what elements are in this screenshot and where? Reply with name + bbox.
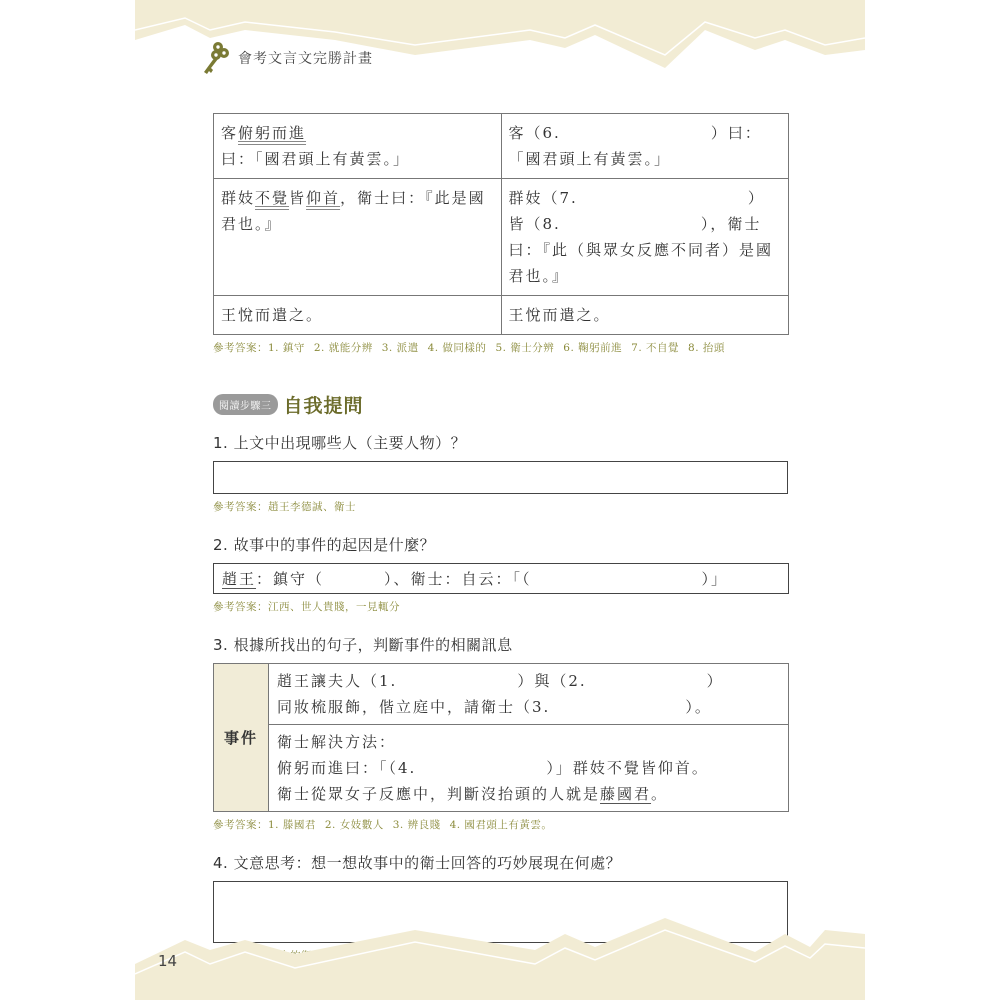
content <box>213 113 789 982</box>
table-row <box>214 664 789 725</box>
answer-box-1[interactable] <box>213 461 788 494</box>
book-title: 會考文言文完勝計畫 <box>238 51 373 67</box>
table-row <box>214 179 789 296</box>
reference-answer-q2: 參考答案：江西、世人貴賤，一見輒分 <box>213 601 400 613</box>
event-cell: 趙王讓夫人（1. ）與（2. ） 同妝梳服飾，偕立庭中，請衛士（3. ）。 <box>269 664 789 725</box>
reference-answer-q3: 參考答案：1. 滕國君 2. 女妓數人 3. 辨良賤 4. 國君頭上有黃雲。 <box>213 819 553 831</box>
underlined-phrase: 俯躬而進 <box>238 124 307 142</box>
translation-cell: 群妓（7. ）皆（8. ），衛士曰：『此（與眾女反應不同者）是國君也。』 <box>501 179 789 296</box>
question-1: 1. 上文中出現哪些人（主要人物）？ <box>213 434 467 452</box>
event-table <box>213 663 789 812</box>
section-header <box>213 391 789 418</box>
table-row <box>214 114 789 179</box>
question-3: 3. 根據所找出的句子，判斷事件的相關訊息 <box>213 636 513 654</box>
table-row <box>214 296 789 335</box>
underlined-name: 藤國君 <box>600 785 652 803</box>
translation-cell: 客（6. ）曰：「國君頭上有黃雲。」 <box>501 114 789 179</box>
question-4: 4. 文意思考：想一想故事中的衛士回答的巧妙展現在何處？ <box>213 854 622 872</box>
question-2: 2. 故事中的事件的起因是什麼？ <box>213 536 436 554</box>
section-title: 自我提問 <box>283 395 364 417</box>
original-text-cell: 客俯躬而進曰：「國君頭上有黃雲。」 <box>214 114 502 179</box>
event-cell: 衛士解決方法： 俯躬而進曰：「（4. ）」群妓不覺皆仰首。 衛士從眾女子反應中，判斷沒抬頭的人就是藤國君。 <box>269 725 789 812</box>
event-label: 事件 <box>214 664 269 812</box>
key-icon <box>200 40 230 76</box>
underlined-name: 趙王 <box>222 570 257 588</box>
comparison-table <box>213 113 789 335</box>
table-row <box>214 725 789 812</box>
bottom-decorative-band <box>135 912 865 1000</box>
translation-cell: 王悅而遣之。 <box>501 296 789 335</box>
reference-answer-1: 參考答案：1. 鎮守 2. 就能分辨 3. 派遣 4. 做同樣的 5. 衛士分辨 6. 鞠躬前進 7. 不自覺 8. 抬頭 <box>213 342 725 354</box>
underlined-phrase: 不覺 <box>255 189 290 207</box>
step-badge: 閱讀步驟三 <box>213 394 278 415</box>
original-text-cell: 群妓不覺皆仰首，衛士曰：『此是國君也。』 <box>214 179 502 296</box>
underlined-phrase: 仰首 <box>306 189 341 207</box>
page-number: 14 <box>158 952 178 970</box>
page-header <box>200 40 373 76</box>
page <box>135 0 865 1000</box>
reference-answer-q1: 參考答案：趙王李德誠、衛士 <box>213 501 356 513</box>
answer-box-2: 趙王：鎮守（ ）、衛士：自云：「（ ）」 <box>213 563 789 594</box>
original-text-cell: 王悅而遣之。 <box>214 296 502 335</box>
